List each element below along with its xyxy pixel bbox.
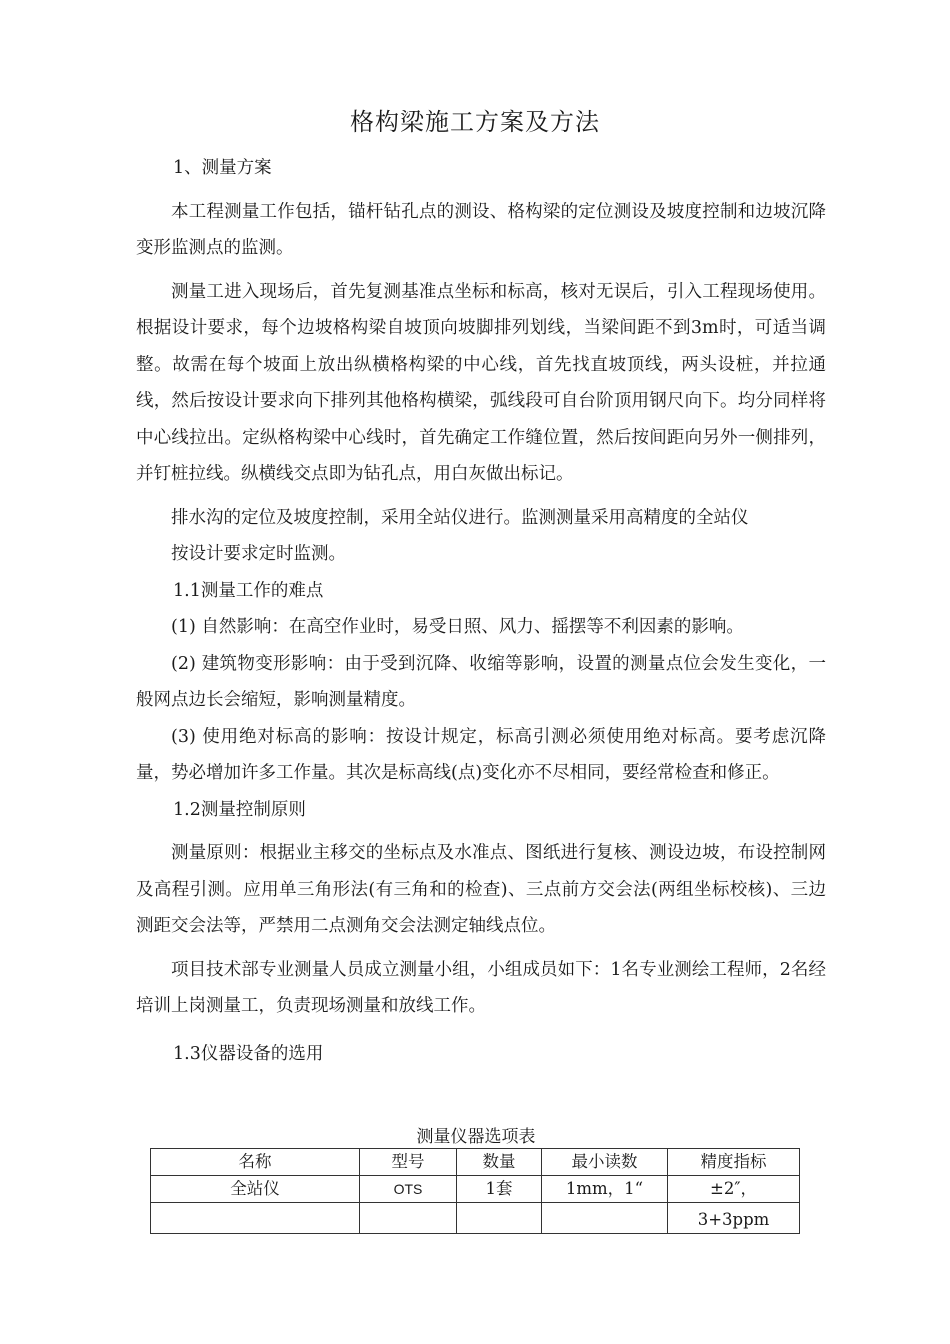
section-heading-1: 1、测量方案 [173,158,272,178]
table-cell: OTS [360,1176,457,1203]
paragraph-difficulty-2: (2) 建筑物变形影响：由于受到沉降、收缩等影响，设置的测量点位会发生变化，一般网点边长会缩短，影响测量精度。 [136,653,826,710]
table-header-cell: 型号 [360,1149,457,1176]
table-header-cell: 名称 [151,1149,360,1176]
paragraph-principles: 测量原则：根据业主移交的坐标点及水准点、图纸进行复核、测设边坡，布设控制网及高程引测。应用单三角形法(有三角和的检查)、三点前方交会法(两组坐标校核)、三边测距交会法等，严禁用二点测角交会法测定轴线点位。 [136,843,826,936]
paragraph-monitoring: 按设计要求定时监测。 [171,544,346,564]
table-header-cell: 最小读数 [542,1149,668,1176]
table-title: 测量仪器选项表 [416,1127,536,1147]
paragraph-difficulty-3: (3) 使用绝对标高的影响：按设计规定，标高引测必须使用绝对标高。要考虑沉降量，势必增加许多工作量。其次是标高线(点)变化亦不尽相同，要经常检查和修正。 [136,726,826,783]
table-header-cell: 数量 [457,1149,542,1176]
section-heading-1-1: 1.1测量工作的难点 [173,580,324,601]
table-cell: 3+3ppm [668,1203,800,1234]
table-row [151,1203,800,1234]
document-title: 格构梁施工方案及方法 [350,108,600,136]
table-header-cell: 精度指标 [668,1149,800,1176]
table-cell [151,1203,360,1234]
paragraph-drainage: 排水沟的定位及坡度控制，采用全站仪进行。监测测量采用高精度的全站仪 [171,507,749,528]
table-cell: 全站仪 [151,1176,360,1203]
paragraph-difficulty-1: (1) 自然影响：在高空作业时，易受日照、风力、摇摆等不利因素的影响。 [171,617,744,637]
paragraph-team: 项目技术部专业测量人员成立测量小组，小组成员如下：1名专业测绘工程师，2名经培训上岗测量工，负责现场测量和放线工作。 [136,959,826,1016]
table-cell: ±2″， [668,1176,800,1203]
section-heading-1-3: 1.3仪器设备的选用 [173,1043,324,1064]
instrument-table [150,1148,800,1234]
table-cell [457,1203,542,1234]
section-heading-1-2: 1.2测量控制原则 [173,799,306,820]
table-cell [542,1203,668,1234]
paragraph-scope: 本工程测量工作包括，锚杆钻孔点的测设、格构梁的定位测设及坡度控制和边坡沉降变形监测点的监测。 [136,201,826,258]
table-cell: 1mm，1“ [542,1176,668,1203]
table-row [151,1176,800,1203]
table-cell [360,1203,457,1234]
table-header-row [151,1149,800,1176]
paragraph-procedure: 测量工进入现场后，首先复测基准点坐标和标高，核对无误后，引入工程现场使用。根据设计要求，每个边坡格构梁自坡顶向坡脚排列划线，当梁间距不到3m时，可适当调整。故需在每个坡面上放出纵横格构梁的中心线，首先找直坡顶线，两头设桩，并拉通线，然后按设计要求向下排列其他格构横梁，弧线段可自台阶顶用钢尺向下。均分同样将中心线拉出。定纵格构梁中心线时，首先确定工作缝位置，然后按间距向另外一侧排列，并钉桩拉线。纵横线交点即为钻孔点，用白灰做出标记。 [136,281,826,484]
document-body [136,150,826,1072]
table-cell: 1套 [457,1176,542,1203]
